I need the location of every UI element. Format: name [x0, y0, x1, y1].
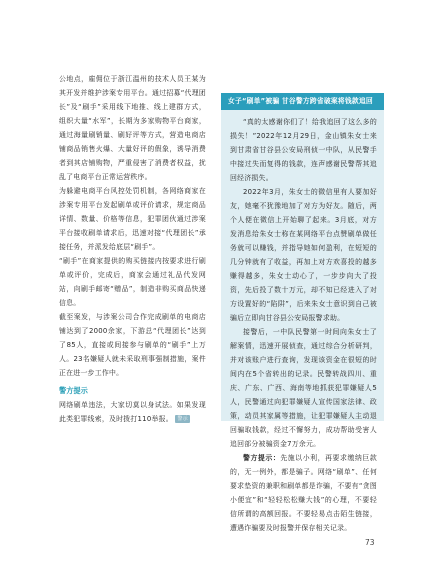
- tips-paragraph: [59, 398, 206, 426]
- sidebar-paragraph: “真的太感谢你们了！给我追回了这么多的损失！”2022年12月29日，金山镇朱女士来到甘肃省甘谷县公安局刑侦一中队，从民警手中接过失而复得的钱款，连声感谢民警帮其追回经济损失。: [230, 118, 377, 182]
- left-column: [59, 72, 206, 426]
- warning-logo-icon: 警示: [177, 416, 188, 422]
- sidebar-box: [221, 93, 384, 532]
- page-number: 73: [365, 538, 375, 547]
- sidebar-paragraph: [230, 451, 377, 535]
- sidebar-paragraph: 2022年3月，朱女士的微信里有人要加好友，她毫不犹豫地加了对方为好友。随后，两个人便在微信上开始聊了起来。3月底，对方发消息给朱女士称在某网络平台点赞刷单做任务就可以赚钱，并指导她如何盈利，在短短的几分钟就有了收益，再加上对方欢喜投的越多赚得越多，朱女士动心了，一步步向大了投资，先后投了数十万元，却不知已经进入了对方设置好的“陷阱”，后来朱女士意识到自己被骗后立即向甘谷县公安局报警求助。: [230, 188, 377, 322]
- sidebar-paragraph: 接警后，一中队民警第一时间向朱女士了解案情，迅速开展侦查，通过综合分析研判，并对该账户进行查询，发现该资金在很短的时间内在5个省转出的记录。民警转战四川、重庆、广东、广西、海南等地抓获犯罪嫌疑人5人，民警通过向犯罪嫌疑人宣传国家法律、政策，动员其家属等措施，让犯罪嫌疑人主动退回骗取钱款，经过不懈努力，成功帮助受害人追回部分被骗资金7万余元。: [230, 328, 377, 448]
- body-paragraph: 公地点，雇佣位于浙江温州的技术人员王某为其开发并维护涉案专用平台。通过招募“代理团长”及“刷手”采用线下地推、线上建群方式，组织大量“水军”，长期为多家购物平台商家，通过海量刷销量、刷好评等方式，营造电商店铺商品销售火爆、大量好评的假象，诱导消费者到其店铺购物，严重侵害了消费者权益，扰乱了电商平台正常运营秩序。: [59, 75, 206, 181]
- sidebar-title: 女子“刷单”被骗 甘谷警方跨省破案将钱款追回: [221, 93, 384, 110]
- body-paragraph: “刷手”在商家提供的购买链接内按要求进行刷单或评价，完成后，商家会通过礼品代发网站，向刷手邮寄“赠品”，制造非购买商品快递信息。: [59, 257, 206, 307]
- body-paragraph: 截至案发，与涉案公司合作完成刷单的电商店铺达到了2000余家，下游总“代理团长”达到了85人，直接或间接参与刷单的“刷手”上万人。23名嫌疑人就未采取刑事强制措施，案件正在进一步工作中。: [59, 313, 206, 377]
- tips-heading: 警方提示: [59, 386, 88, 395]
- tips-label: 警方提示：: [243, 454, 281, 462]
- tips-text: 网络刷单违法，大家切莫以身试法。如果发现此类犯罪线索，及时拨打110举报。: [59, 401, 206, 423]
- body-paragraph: 为躲避电商平台风控处罚机制，各网络商家在涉案专用平台发起刷单或评价请求，规定商品详情、数量、价格等信息，犯罪团伙通过涉案平台接收刷单请求后，迅速对接“代理团长”承接任务，并派发给底层“刷手”。: [59, 187, 206, 251]
- sidebar-body: [230, 115, 377, 535]
- tips-text: 先施以小利，再要求缴纳巨款的，无一例外，都是骗子。网络“刷单”、任何要求垫资的兼职和刷单都是诈骗，不要有“贪图小便宜”和“轻轻松松赚大钱”的心理，不要轻信所谓的高额回报。不要轻易点击陌生链接，遭遇诈骗要及时报警并保存相关记录。: [230, 454, 377, 532]
